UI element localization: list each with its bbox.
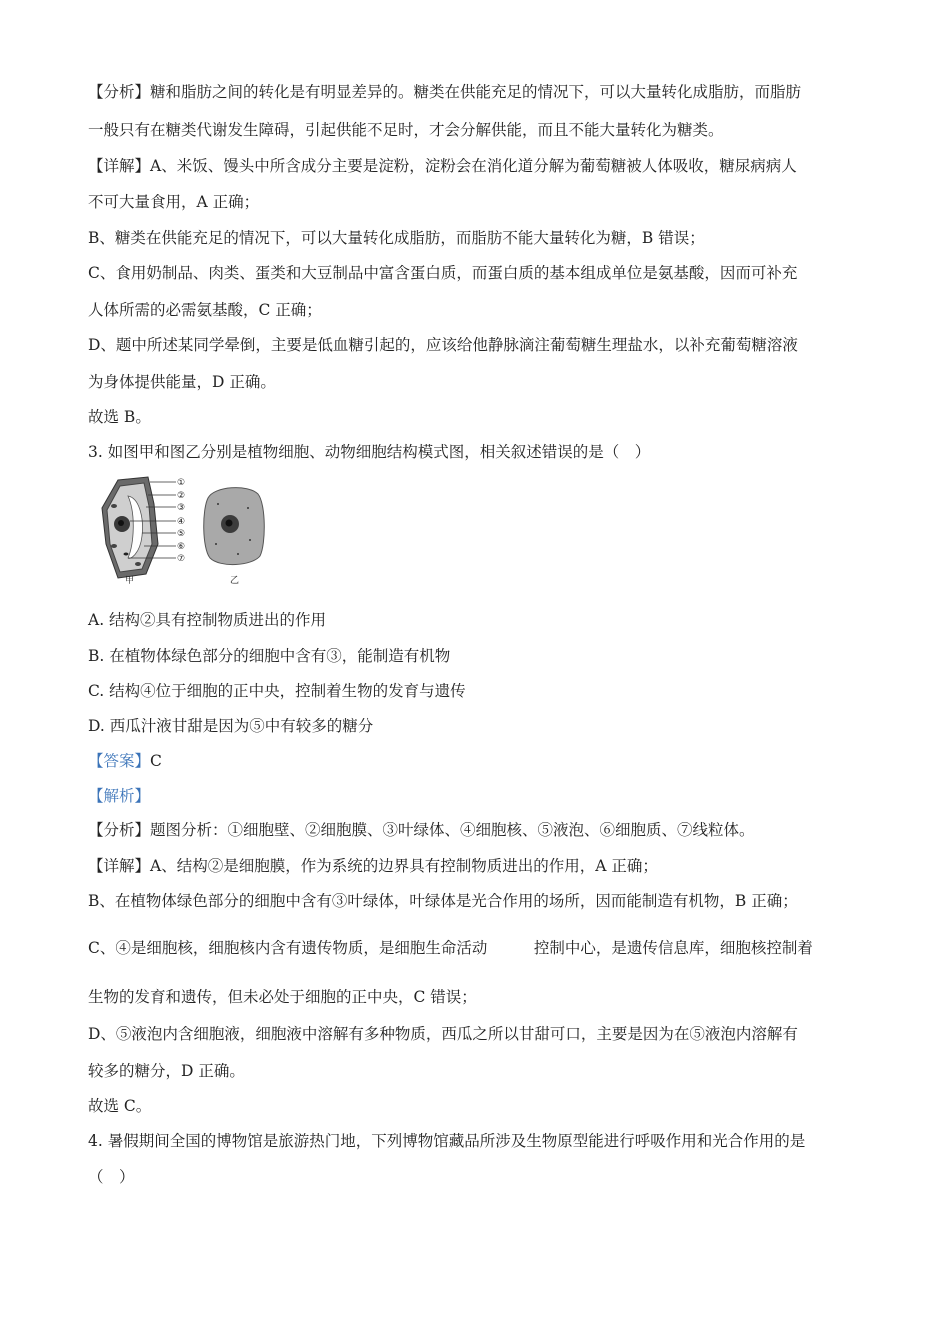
q3-detail-a: 【详解】A、结构②是细胞膜，作为系统的边界具有控制物质进出的作用，A 正确； [88,857,658,875]
chloroplast-2 [111,544,117,548]
q3-stem: 3. 如图甲和图乙分别是植物细胞、动物细胞结构模式图，相关叙述错误的是（ ） [88,443,651,461]
label-2: ② [177,491,186,501]
plant-nucleolus [118,520,124,526]
q2-detail-d1: D、题中所述某同学晕倒，主要是低血糖引起的，应该给他静脉滴注葡萄糖生理盐水，以补充葡萄糖溶液 [88,336,798,354]
label-6: ⑥ [177,542,186,552]
animal-dot-5 [237,553,239,555]
label-3: ③ [177,503,186,513]
plant-cell [102,477,158,578]
label-1: ① [177,478,186,488]
mitochondrion [124,553,129,556]
q4-stem-cont: （ ） [88,1168,135,1186]
q4-stem: 4. 暑假期间全国的博物馆是旅游热门地，下列博物馆藏品所涉及生物原型能进行呼吸作用和光合作用的是 [88,1132,806,1150]
q3-option-a: A. 结构②具有控制物质进出的作用 [88,611,327,629]
q3-choose: 故选 C。 [88,1097,152,1115]
q2-detail-a1: 【详解】A、米饭、馒头中所含成分主要是淀粉，淀粉会在消化道分解为葡萄糖被人体吸收，糖尿病病人 [88,157,797,175]
q3-explain-tag: 【解析】 [88,787,151,805]
q2-analysis-cont: 一般只有在糖类代谢发生障碍，引起供能不足时，才会分解供能，而且不能大量转化为糖类。 [88,121,724,139]
q2-choose: 故选 B。 [88,408,151,426]
chloroplast-1 [111,504,117,508]
answer-value: C [150,752,162,770]
q2-detail-a2: 不可大量食用，A 正确； [88,193,260,211]
q3-analysis: 【分析】题图分析：①细胞壁、②细胞膜、③叶绿体、④细胞核、⑤液泡、⑥细胞质、⑦线粒体。 [88,821,755,839]
q3-detail-b: B、在植物体绿色部分的细胞中含有③叶绿体，叶绿体是光合作用的场所，因而能制造有机物，B 正确； [88,892,798,910]
animal-dot-3 [249,539,251,541]
chloroplast-3 [135,562,141,566]
label-4: ④ [177,517,186,527]
q3-option-c: C. 结构④位于细胞的正中央，控制着生物的发育与遗传 [88,682,466,700]
animal-nucleolus [226,520,233,527]
animal-cell [204,488,265,565]
q3-detail-c2: 生物的发育和遗传，但未必处于细胞的正中央，C 错误； [88,988,477,1006]
caption-right: 乙 [230,576,240,586]
animal-dot-2 [247,507,249,509]
animal-dot-1 [217,503,219,505]
q2-detail-b: B、糖类在供能充足的情况下，可以大量转化成脂肪，而脂肪不能大量转化为糖，B 错误； [88,229,705,247]
q3-option-b: B. 在植物体绿色部分的细胞中含有③，能制造有机物 [88,647,451,665]
q3-answer [88,751,162,771]
animal-dot-4 [215,543,217,545]
q2-detail-c2: 人体所需的必需氨基酸，C 正确； [88,301,322,319]
caption-left: 甲 [125,576,135,586]
label-5: ⑤ [177,529,186,539]
q2-analysis: 【分析】糖和脂肪之间的转化是有明显差异的。糖类在供能充足的情况下，可以大量转化成脂肪，而脂肪 [88,83,802,101]
q3-option-d: D. 西瓜汁液甘甜是因为⑤中有较多的糖分 [88,717,374,735]
q3-detail-c1: C、④是细胞核，细胞核内含有遗传物质，是细胞生命活动 控制中心，是遗传信息库，细胞核控制着 [88,939,813,957]
q2-detail-d2: 为身体提供能量，D 正确。 [88,373,276,391]
label-numbers [177,478,185,564]
answer-tag: 【答案】 [88,752,151,770]
cell-structure-figure [98,474,278,586]
q2-detail-c1: C、食用奶制品、肉类、蛋类和大豆制品中富含蛋白质，而蛋白质的基本组成单位是氨基酸，因而可补充 [88,264,798,282]
label-7: ⑦ [177,554,186,564]
q3-detail-d2: 较多的糖分，D 正确。 [88,1062,245,1080]
q3-detail-d1: D、⑤液泡内含细胞液，细胞液中溶解有多种物质，西瓜之所以甘甜可口，主要是因为在⑤液泡内溶解有 [88,1025,798,1043]
